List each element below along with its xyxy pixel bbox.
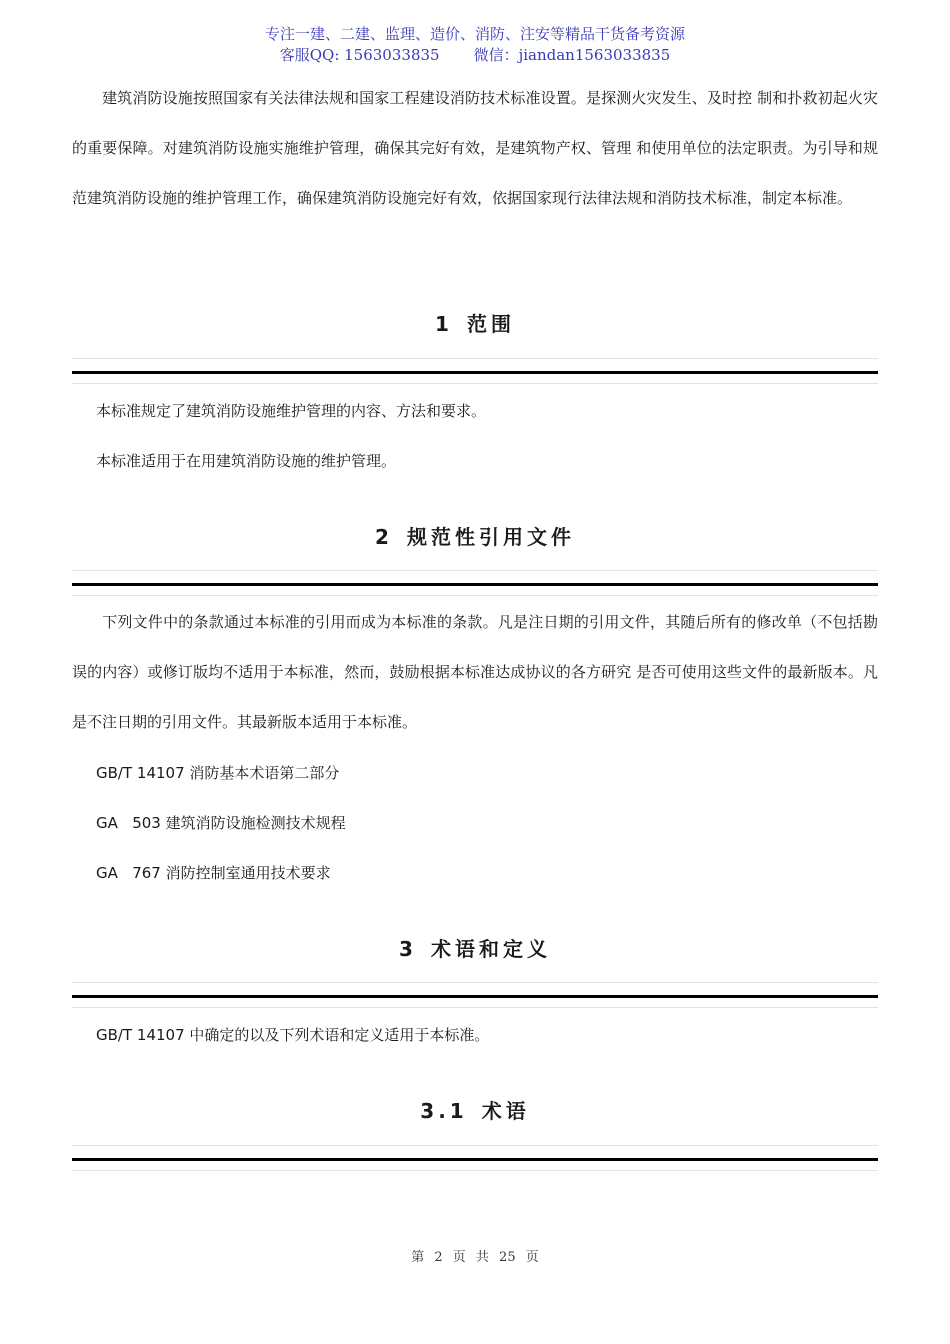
section-2-text: 下列文件中的条款通过本标准的引用而成为本标准的条款。凡是注日期的引用文件，其随后所有的修改单（不包括勘误的内容）或修订版均不适用于本标准，然而，鼓励根据本标准达成协议的各方研究 是否可使用这些文件的最新版本。凡是不注日期的引用文件。其最新版本适用于本标准。 xyxy=(72,613,878,731)
reference-item: GA 767 消防控制室通用技术要求 xyxy=(96,864,331,882)
section-1-title: 范围 xyxy=(466,312,515,336)
intro-paragraph xyxy=(72,73,878,223)
section-2-heading xyxy=(0,521,950,550)
section-2-paragraph xyxy=(72,597,878,747)
section-1-line-2: 本标准适用于在用建筑消防设施的维护管理。 xyxy=(96,452,397,470)
section-3-heading xyxy=(0,933,950,962)
intro-text: 建筑消防设施按照国家有关法律法规和国家工程建设消防技术标准设置。是探测火灾发生、及时控 制和扑救初起火灾的重要保障。对建筑消防设施实施维护管理，确保其完好有效，是建筑物产权、管理 和使用单位的法定职责。为引导和规范建筑消防设施的维护管理工作，确保建筑消防设施完好有效，依据国家现行法律法规和消防技术标准，制定本标准。 xyxy=(72,89,878,207)
header-ad-line1: 专注一建、二建、监理、造价、消防、注安等精品干货备考资源 xyxy=(264,25,685,43)
section-2-rule xyxy=(72,570,878,596)
section-3-line: GB/T 14107 中确定的以及下列术语和定义适用于本标准。 xyxy=(96,1026,490,1044)
reference-item: GA 503 建筑消防设施检测技术规程 xyxy=(96,814,346,832)
header-wechat: 微信：jiandan1563033835 xyxy=(473,46,671,64)
section-1-line-1: 本标准规定了建筑消防设施维护管理的内容、方法和要求。 xyxy=(96,402,487,420)
section-3-1-rule xyxy=(72,1145,878,1171)
header-ad-contact xyxy=(0,45,950,65)
reference-item: GB/T 14107 消防基本术语第二部分 xyxy=(96,764,340,782)
section-3-rule xyxy=(72,982,878,1008)
section-3-number: 3 xyxy=(399,937,417,961)
section-3-title: 术语和定义 xyxy=(430,937,551,961)
section-1-number: 1 xyxy=(435,312,453,336)
section-3-1-heading xyxy=(0,1095,950,1124)
section-1-heading xyxy=(0,308,950,337)
section-1-rule xyxy=(72,358,878,384)
section-3-1-number: 3.1 xyxy=(420,1099,468,1123)
page-footer: 第 2 页 共 25 页 xyxy=(411,1250,539,1265)
section-2-title: 规范性引用文件 xyxy=(406,525,575,549)
section-3-1-title: 术语 xyxy=(481,1099,530,1123)
header-qq: 客服QQ: 1563033835 xyxy=(279,46,440,64)
section-2-number: 2 xyxy=(375,525,393,549)
